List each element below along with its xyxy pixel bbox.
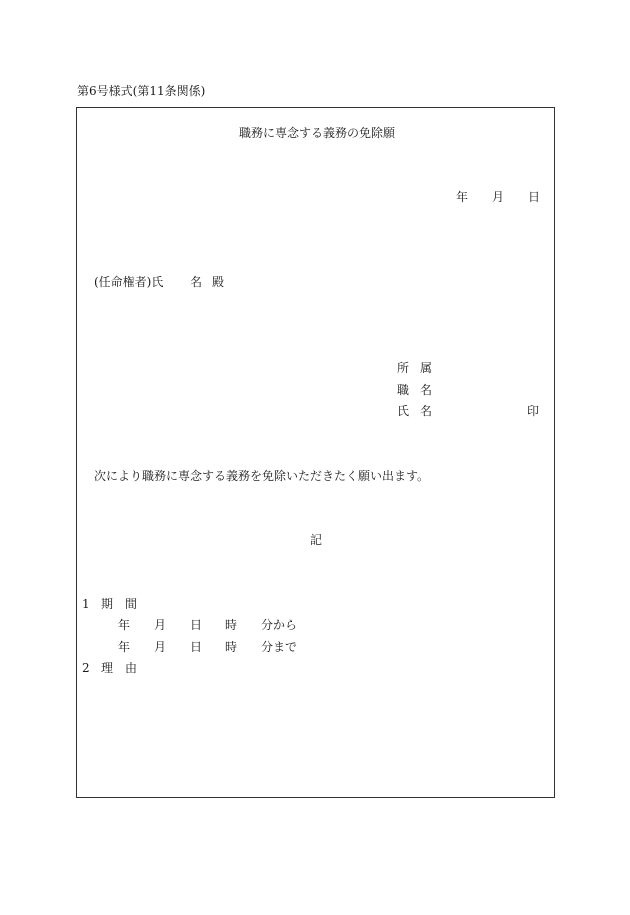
name-label-1: 氏 xyxy=(397,404,410,418)
addressee-name: 名 xyxy=(190,275,203,289)
period-to-minute: 分まで xyxy=(261,640,298,654)
date-day: 日 xyxy=(528,190,541,204)
note-heading: 記 xyxy=(310,533,323,547)
item-reason-label-1: 理 xyxy=(101,661,114,675)
name-label-2: 名 xyxy=(420,404,433,418)
period-to-day: 日 xyxy=(190,640,203,654)
addressee-honorific: 殿 xyxy=(212,275,225,289)
item-period-number: 1 xyxy=(82,597,90,611)
request-statement: 次により職務に専念する義務を免除いただきたく願い出ます。 xyxy=(94,469,430,483)
period-to-month: 月 xyxy=(154,640,167,654)
addressee-label: (任命権者)氏 xyxy=(94,275,164,289)
affiliation-label-1: 所 xyxy=(397,361,410,375)
period-to-year: 年 xyxy=(118,640,131,654)
period-from-month: 月 xyxy=(154,618,167,632)
item-period-label-2: 間 xyxy=(125,597,138,611)
date-month: 月 xyxy=(492,190,505,204)
item-reason-label-2: 由 xyxy=(125,661,138,675)
position-label-2: 名 xyxy=(420,383,433,397)
date-year: 年 xyxy=(456,190,469,204)
period-to-hour: 時 xyxy=(225,640,238,654)
period-from-year: 年 xyxy=(118,618,131,632)
item-reason-number: 2 xyxy=(82,661,90,675)
period-from-day: 日 xyxy=(190,618,203,632)
affiliation-label-2: 属 xyxy=(420,361,433,375)
form-number: 第6号様式(第11条関係) xyxy=(77,84,206,98)
period-from-hour: 時 xyxy=(225,618,238,632)
form-frame xyxy=(76,107,555,798)
form-title: 職務に専念する義務の免除願 xyxy=(239,126,396,140)
seal-mark: 印 xyxy=(527,404,540,418)
position-label-1: 職 xyxy=(397,383,410,397)
item-period-label-1: 期 xyxy=(101,597,114,611)
period-from-minute: 分から xyxy=(261,618,298,632)
